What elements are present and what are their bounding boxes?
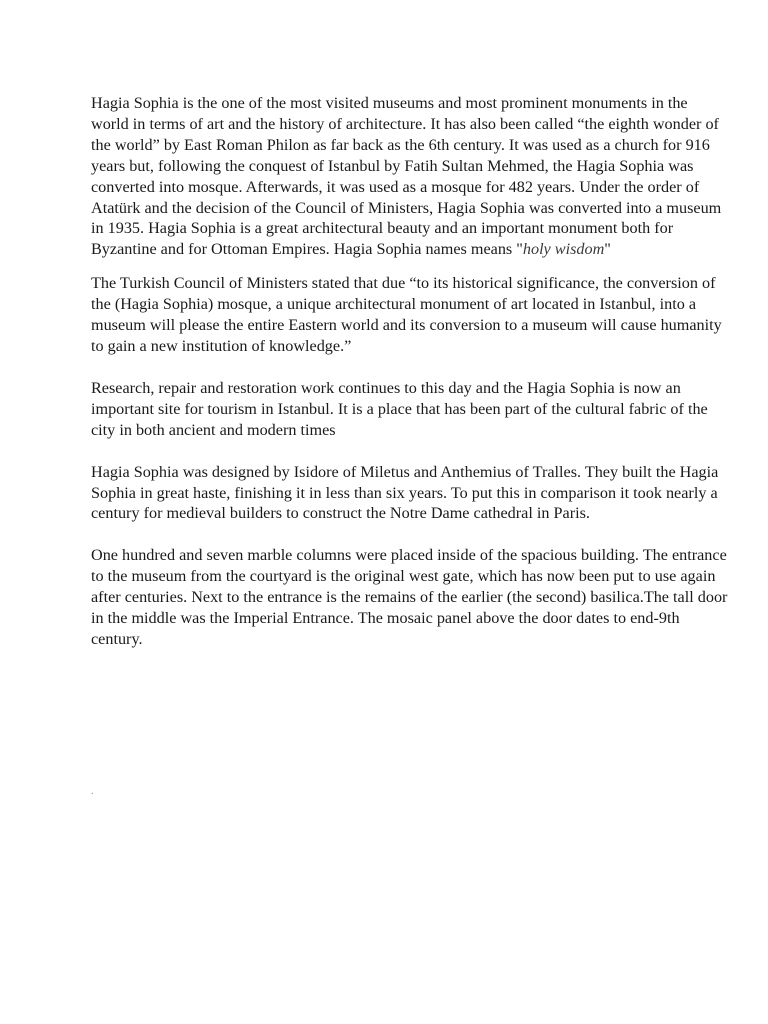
paragraph-intro-text: Hagia Sophia is the one of the most visited museums and most prominent monuments in the world in terms of art and the history of architecture. It has also been called “the eighth wonder of the world” by East Roman Philon as far back as the 6th century. It was used as a church for 916 years but, following the conquest of Istanbul by Fatih Sultan Mehmed, the Hagia Sophia was converted into mosque. Afterwards, it was used as a mosque for 482 years. Under the order of Atatürk and the decision of the Council of Ministers, Hagia Sophia was converted into a museum in 1935. Hagia Sophia is a great architectural beauty and an important monument both for Byzantine and for Ottoman Empires. Hagia Sophia names means ": [91, 94, 722, 259]
paragraph-restoration: Research, repair and restoration work continues to this day and the Hagia Sophia is now an important site for tourism in Istanbul. It is a place that has been part of the cultural fabric of the city in both ancient and modern times: [91, 378, 708, 439]
paragraph-architects: Hagia Sophia was designed by Isidore of Miletus and Anthemius of Tralles. They built the Hagia Sophia in great haste, finishing it in less than six years. To put this in comparison it took nearly a century for medieval builders to construct the Notre Dame cathedral in Paris.: [91, 462, 719, 523]
paragraph-columns: One hundred and seven marble columns were placed inside of the spacious building. The entrance to the museum from the courtyard is the original west gate, which has now been put to use again after centuries. Next to the entrance is the remains of the earlier (the second) basilica.The tall door in the middle was the Imperial Entrance. The mosaic panel above the door dates to end-9th century.: [91, 546, 728, 648]
paragraph-council-statement: The Turkish Council of Ministers stated that due “to its historical significance, the conversion of the (Hagia Sophia) mosque, a unique architectural monument of art located in Istanbul, into a museum will please the entire Eastern world and its conversion to a museum will cause humanity to gain a new institution of knowledge.”: [91, 274, 722, 355]
holy-wisdom-italic: holy wisdom: [522, 240, 605, 259]
closing-quote: ": [604, 240, 611, 259]
paragraph-intro: [91, 93, 728, 260]
trailing-mark: .: [91, 786, 94, 797]
